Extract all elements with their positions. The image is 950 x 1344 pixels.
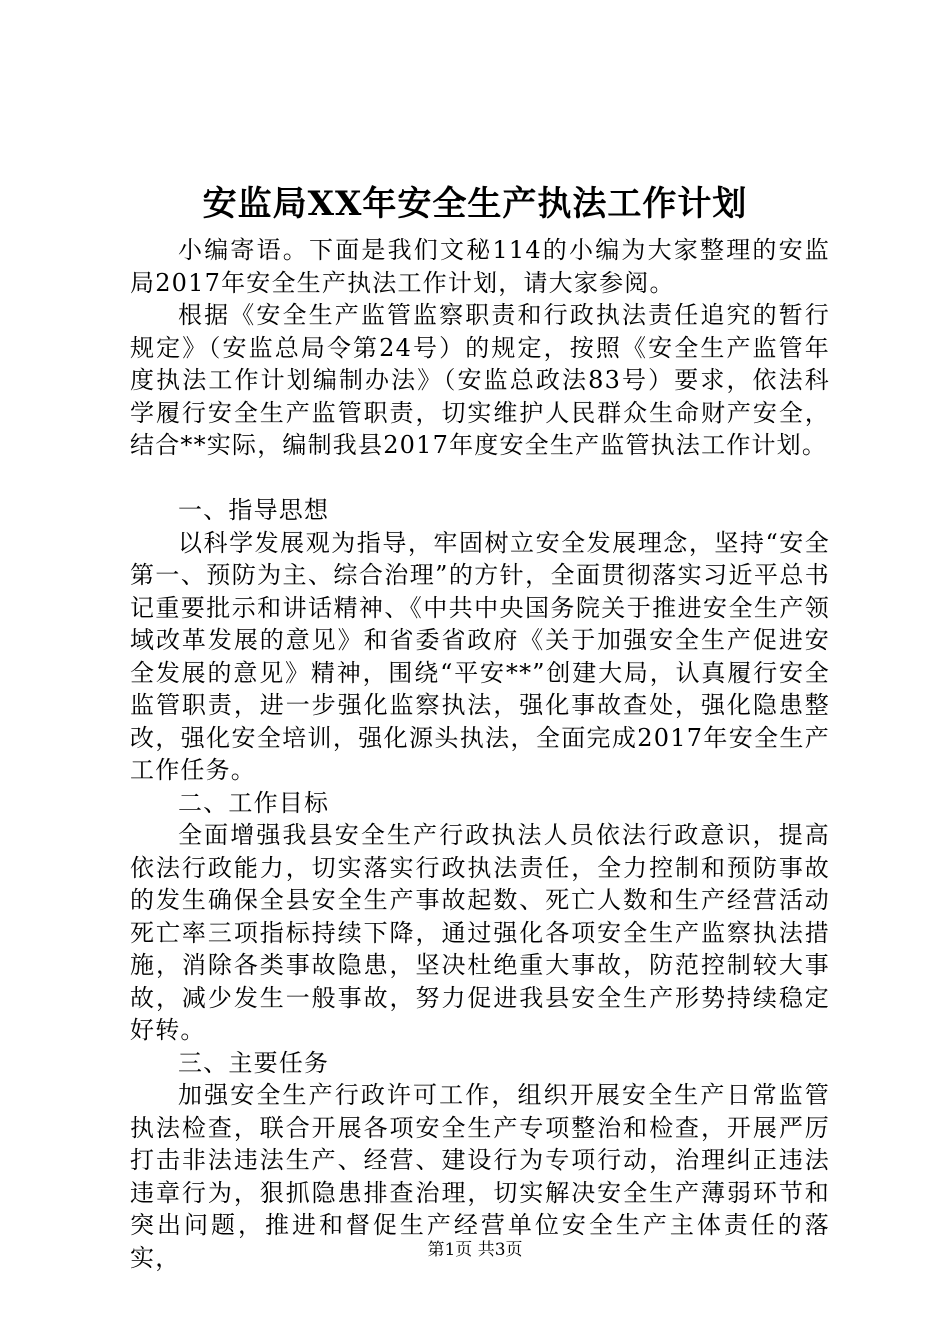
page-number-footer: 第1页 共3页 xyxy=(427,1240,523,1260)
section-heading-main-tasks: 三、主要任务 xyxy=(178,1048,330,1077)
document-body xyxy=(130,234,830,1274)
paragraph-spacer xyxy=(130,462,830,495)
basis-paragraph: 根据《安全生产监管监察职责和行政执法责任追究的暂行规定》（安监总局令第24号）的规定，按照《安全生产监管年度执法工作计划编制办法》（安监总政法83号）要求，依法科学履行安全生产监管职责，切实维护人民群众生命财产安全，结合**实际，编制我县2017年度安全生产监管执法工作计划。 xyxy=(130,301,830,459)
section-heading-guiding-thought: 一、指导思想 xyxy=(178,496,330,524)
document-title: 安监局XX年安全生产执法工作计划 xyxy=(202,184,748,224)
intro-paragraph: 小编寄语。下面是我们文秘114的小编为大家整理的安监局2017年安全生产执法工作计划，请大家参阅。 xyxy=(130,236,830,297)
section-body-guiding-thought: 以科学发展观为指导，牢固树立安全发展理念，坚持“安全第一、预防为主、综合治理”的方针，全面贯彻落实习近平总书记重要批示和讲话精神、《中共中央国务院关于推进安全生产领域改革发展的意见》和省委省政府《关于加强安全生产促进安全发展的意见》精神，围绕“平安**”创建大局，认真履行安全监管职责，进一步强化监察执法，强化事故查处，强化隐患整改，强化安全培训，强化源头执法，全面完成2017年安全生产工作任务。 xyxy=(130,528,830,784)
section-body-work-goals: 全面增强我县安全生产行政执法人员依法行政意识，提高依法行政能力，切实落实行政执法责任，全力控制和预防事故的发生确保全县安全生产事故起数、死亡人数和生产经营活动死亡率三项指标持续下降，通过强化各项安全生产监察执法措施，消除各类事故隐患，坚决杜绝重大事故，防范控制较大事故，减少发生一般事故，努力促进我县安全生产形势持续稳定好转。 xyxy=(130,821,830,1044)
section-heading-work-goals: 二、工作目标 xyxy=(178,788,330,817)
section-body-main-tasks: 加强安全生产行政许可工作，组织开展安全生产日常监管执法检查，联合开展各项安全生产专项整治和检查，开展严厉打击非法违法生产、经营、建设行为专项行动，治理纠正违法违章行为，狠抓隐患排查治理，切实解决安全生产薄弱环节和突出问题，推进和督促生产经营单位安全生产主体责任的落实， xyxy=(130,1081,830,1272)
